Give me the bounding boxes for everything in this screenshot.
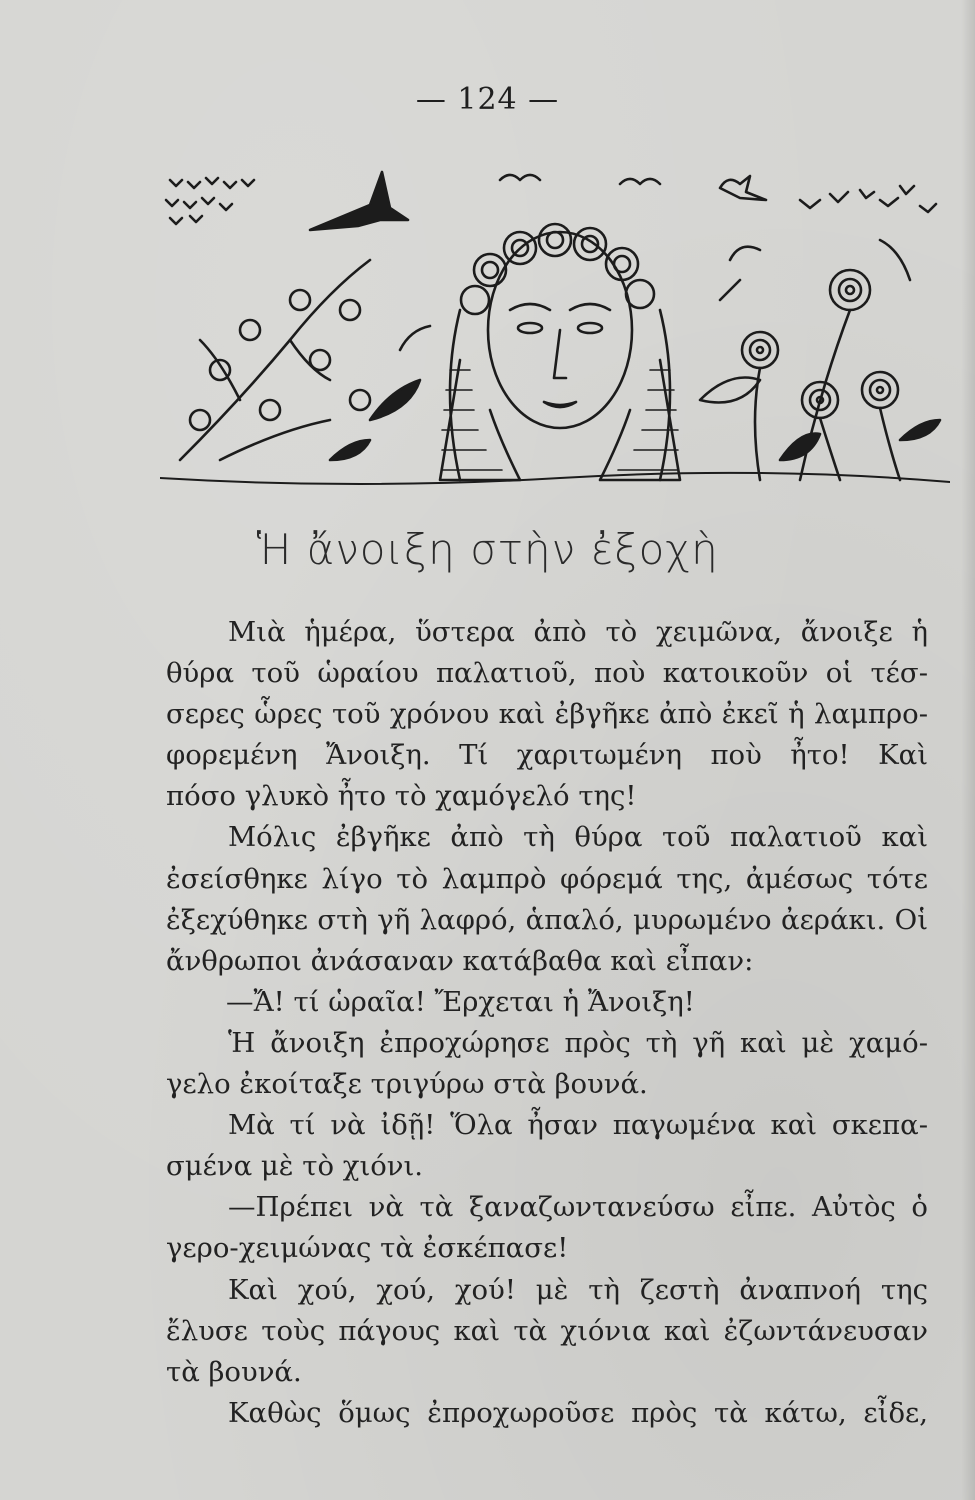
spring-woman-illustration-icon <box>160 160 950 500</box>
text-line: θύρα τοῦ ὡραίου παλατιοῦ, ποὺ κατοικοῦν οἱ τέσ- <box>166 657 928 690</box>
text-line: ἐξεχύθηκε στὴ γῆ λαφρό, ἁπαλό, μυρωμένο ἀεράκι. Οἱ <box>166 903 928 936</box>
text-line: Μὰ τί νὰ ἰδῇ! Ὅλα ἦσαν παγωμένα καὶ σκεπα- <box>228 1109 928 1142</box>
text-line: σμένα μὲ τὸ χιόνι. <box>166 1150 424 1183</box>
text-line: φορεμένη Ἄνοιξη. Τί χαριτωμένη ποὺ ἦτο! Καὶ <box>166 739 928 772</box>
text-line: ἄνθρωποι ἀνάσαναν κατάβαθα καὶ εἶπαν: <box>166 944 754 977</box>
text-line: σερες ὧρες τοῦ χρόνου καὶ ἐβγῆκε ἀπὸ ἐκεῖ ἡ λαμπρο- <box>166 698 928 731</box>
text-line: ἔλυσε τοὺς πάγους καὶ τὰ χιόνια καὶ ἐζωντάνευσαν <box>166 1314 928 1347</box>
text-line: Καὶ χού, χού, χού! μὲ τὴ ζεστὴ ἀναπνοή της <box>228 1273 928 1306</box>
body-text <box>166 612 928 1434</box>
page-edge-shadow <box>961 0 975 1500</box>
text-line: Ἡ ἄνοιξη ἐπροχώρησε πρὸς τὴ γῆ καὶ μὲ χαμό- <box>228 1026 928 1059</box>
text-line: τὰ βουνά. <box>166 1355 302 1388</box>
text-line: πόσο γλυκὸ ἦτο τὸ χαμόγελό της! <box>166 780 637 813</box>
text-line: —Πρέπει νὰ τὰ ξαναζωντανεύσω εἶπε. Αὐτὸς ὁ <box>228 1191 928 1224</box>
text-line: γερο-χειμώνας τὰ ἐσκέπασε! <box>166 1232 569 1265</box>
text-line: Μόλις ἐβγῆκε ἀπὸ τὴ θύρα τοῦ παλατιοῦ καὶ <box>228 821 928 854</box>
chapter-title: Ἡ ἄνοιξη στὴν ἐξοχὴ <box>256 525 719 574</box>
page-number: — 124 — <box>415 82 560 117</box>
text-line: γελο ἐκοίταξε τριγύρω στὰ βουνά. <box>166 1068 648 1101</box>
text-line: Μιὰ ἡμέρα, ὕστερα ἀπὸ τὸ χειμῶνα, ἄνοιξε ἡ <box>228 616 928 648</box>
text-line: Καθὼς ὅμως ἐπροχωροῦσε πρὸς τὰ κάτω, εἶδε, <box>228 1396 928 1429</box>
text-line: —Ἄ! τί ὡραῖα! Ἔρχεται ἡ Ἄνοιξη! <box>226 985 695 1018</box>
text-line: ἐσείσθηκε λίγο τὸ λαμπρὸ φόρεμά της, ἀμέσως τότε <box>166 862 928 895</box>
